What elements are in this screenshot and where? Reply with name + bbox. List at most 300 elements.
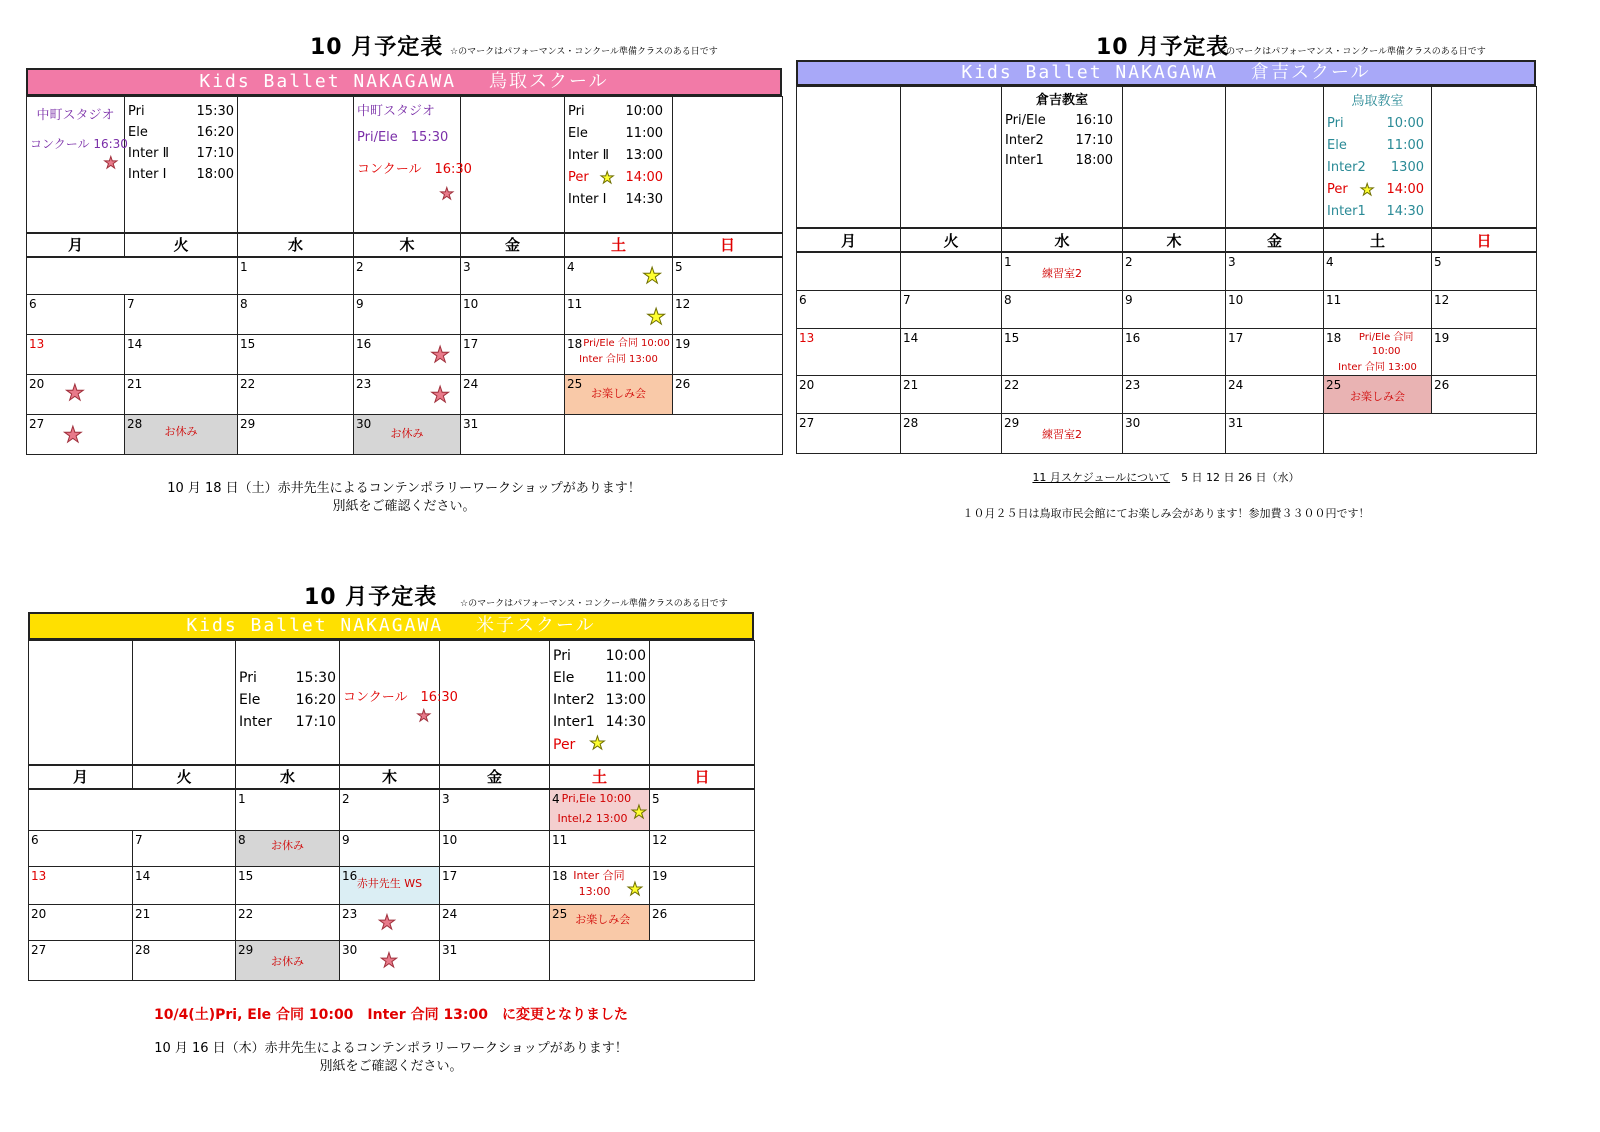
event-label: お休み xyxy=(390,427,424,440)
day-number: 9 xyxy=(342,833,350,847)
class-name: Inter Ⅰ xyxy=(128,167,167,182)
day-cell xyxy=(1002,375,1123,413)
info-cell-thu xyxy=(1123,87,1226,229)
day-cell xyxy=(797,328,901,375)
classroom-label: 倉吉教室 xyxy=(1035,93,1088,108)
weekday-fri: 金 xyxy=(461,233,565,257)
week-row xyxy=(797,375,1537,413)
day-cell xyxy=(673,375,783,415)
day-number: 20 xyxy=(29,377,45,391)
class-time: 14:30 xyxy=(605,714,646,730)
week-row xyxy=(27,375,783,415)
day-number: 15 xyxy=(238,869,254,883)
change-notice: 10/4(土)Pri, Ele 合同 10:00 Inter 合同 13:00 に変更となりました xyxy=(153,1007,629,1023)
star-icon: ★ xyxy=(1359,180,1375,199)
day-cell xyxy=(440,831,550,867)
day-number: 17 xyxy=(1228,330,1244,345)
weekday-sat: 土 xyxy=(550,765,650,789)
day-cell xyxy=(901,252,1002,290)
info-cell-mon xyxy=(27,97,128,233)
class-name: Ele xyxy=(568,126,588,141)
day-cell xyxy=(236,789,340,831)
day-number: 4 xyxy=(1326,255,1334,269)
class-times-row xyxy=(797,87,1537,229)
day-number: 25 xyxy=(1326,377,1342,392)
weekday-mon: 月 xyxy=(27,233,125,257)
day-cell xyxy=(673,295,783,335)
day-cell xyxy=(1226,375,1324,413)
event-label: 練習室2 xyxy=(1042,427,1082,441)
november-note-label: 11 月スケジュールについて xyxy=(1032,471,1171,484)
class-time: 18:00 xyxy=(196,167,234,182)
week-row xyxy=(29,831,755,867)
day-cell xyxy=(565,415,783,455)
day-number: 12 xyxy=(675,297,691,311)
star-icon: ★ xyxy=(416,706,431,725)
class-time: 11:00 xyxy=(1386,138,1424,153)
footer-note xyxy=(796,470,1536,522)
tottori-header xyxy=(26,30,782,60)
day-number: 11 xyxy=(552,833,568,847)
day-cell xyxy=(340,789,440,831)
event-label: お楽しみ会 xyxy=(591,387,646,400)
weekday-sun: 日 xyxy=(1432,228,1537,252)
see-attachment-note: 別紙をご確認ください。 xyxy=(319,1059,463,1074)
day-cell xyxy=(1002,290,1123,328)
day-number: 17 xyxy=(442,869,458,883)
day-number: 31 xyxy=(442,943,458,957)
class-name: Pri xyxy=(553,648,571,664)
event-label: Inter 合同 13:00 xyxy=(1338,361,1417,373)
day-cell xyxy=(236,941,340,981)
event-label: お楽しみ会 xyxy=(575,913,631,926)
day-number: 2 xyxy=(342,791,350,806)
class-name: Inter2 xyxy=(1327,160,1366,175)
class-time: 11:00 xyxy=(605,670,646,686)
day-number: 5 xyxy=(1434,255,1442,269)
weekday-header xyxy=(797,228,1537,252)
day-number: 3 xyxy=(463,259,471,274)
weekday-wed: 水 xyxy=(238,233,354,257)
workshop-note: 10 月 18 日（土）赤井先生によるコンテンポラリーワークショップがあります！ xyxy=(167,481,641,496)
info-cell-tue xyxy=(133,641,236,765)
week-row xyxy=(797,290,1537,328)
week-row xyxy=(27,415,783,455)
weekday-fri: 金 xyxy=(440,765,550,789)
day-cell xyxy=(340,831,440,867)
day-number: 9 xyxy=(1125,292,1133,307)
event-label: お休み xyxy=(271,839,304,852)
info-cell-sun xyxy=(673,97,783,233)
day-cell xyxy=(550,867,650,905)
page-title: 10 月予定表 xyxy=(310,35,444,60)
day-cell xyxy=(238,257,354,295)
week-row xyxy=(29,789,755,831)
day-number: 17 xyxy=(463,337,479,351)
day-number: 29 xyxy=(240,417,256,431)
tottori-schedule xyxy=(26,30,782,514)
day-number: 5 xyxy=(652,791,660,806)
day-cell xyxy=(125,295,238,335)
class-time: 15:30 xyxy=(196,104,234,119)
weekday-sun: 日 xyxy=(673,233,783,257)
day-cell xyxy=(1432,252,1537,290)
day-cell xyxy=(354,375,461,415)
day-cell xyxy=(238,415,354,455)
class-name: Inter Ⅱ xyxy=(128,146,170,161)
kurayoshi-header xyxy=(796,30,1536,60)
event-label: お休み xyxy=(164,425,198,438)
info-cell-thu xyxy=(340,641,458,765)
footer-note xyxy=(26,480,782,516)
day-number: 22 xyxy=(238,907,254,921)
page-title: 10 月予定表 xyxy=(304,585,438,610)
day-cell xyxy=(550,905,650,941)
weekday-tue: 火 xyxy=(901,228,1002,252)
day-number: 22 xyxy=(240,377,256,391)
class-time: 11:00 xyxy=(625,126,663,141)
star-icon: ★ xyxy=(65,381,85,406)
day-number: 12 xyxy=(652,833,668,847)
class-time: 1300 xyxy=(1390,160,1424,175)
event-label: 赤井先生 WS xyxy=(356,877,423,890)
day-number: 23 xyxy=(356,377,372,391)
day-number: 21 xyxy=(903,377,919,392)
day-cell xyxy=(1432,375,1537,413)
weekday-mon: 月 xyxy=(797,228,901,252)
day-number: 4 xyxy=(567,259,575,274)
star-icon: ★ xyxy=(378,910,396,934)
november-dates: 5 日 12 日 26 日（水） xyxy=(1181,471,1300,484)
star-icon: ★ xyxy=(630,801,647,823)
week-row xyxy=(29,905,755,941)
day-cell xyxy=(27,257,238,295)
day-cell xyxy=(29,789,236,831)
class-time: 13:00 xyxy=(605,692,646,708)
day-cell xyxy=(901,375,1002,413)
class-time: 10:00 xyxy=(1386,116,1424,131)
day-cell xyxy=(125,335,238,375)
day-number: 7 xyxy=(127,297,135,311)
class-time: 10:00 xyxy=(625,104,663,119)
day-cell xyxy=(461,335,565,375)
info-cell-sat xyxy=(565,97,673,233)
november-note xyxy=(796,470,1536,486)
weekday-thu: 木 xyxy=(354,233,461,257)
day-cell xyxy=(238,335,354,375)
day-number: 2 xyxy=(1125,255,1133,269)
class-time: 16:20 xyxy=(295,692,336,708)
star-icon: ★ xyxy=(599,168,615,187)
day-cell xyxy=(27,335,125,375)
day-number: 24 xyxy=(463,377,479,391)
class-name: Inter Ⅱ xyxy=(568,148,610,163)
info-cell-tue xyxy=(125,97,238,233)
weekday-mon: 月 xyxy=(29,765,133,789)
info-cell-sat xyxy=(1324,87,1432,229)
day-number: 18 xyxy=(1326,330,1342,345)
week-row xyxy=(27,295,783,335)
school-banner xyxy=(796,60,1536,86)
day-number: 24 xyxy=(1228,377,1244,392)
day-cell xyxy=(797,252,901,290)
weekday-sat: 土 xyxy=(565,233,673,257)
day-cell xyxy=(238,375,354,415)
day-number: 25 xyxy=(552,907,568,921)
day-number: 22 xyxy=(1004,377,1020,392)
day-cell xyxy=(1324,290,1432,328)
star-icon: ★ xyxy=(439,184,454,203)
info-cell-sun xyxy=(1432,87,1537,229)
week-row xyxy=(797,252,1537,290)
weekday-thu: 木 xyxy=(1123,228,1226,252)
day-number: 31 xyxy=(463,417,479,431)
see-attachment-note: 別紙をご確認ください。 xyxy=(332,499,476,514)
banner-name: Kids Ballet NAKAGAWA xyxy=(199,71,457,92)
weekday-sun: 日 xyxy=(650,765,755,789)
info-cell-wed xyxy=(1002,87,1123,229)
class-time: 14:30 xyxy=(1386,204,1424,219)
day-number: 20 xyxy=(31,907,47,921)
day-number: 31 xyxy=(1228,415,1244,430)
day-number: 19 xyxy=(1434,330,1450,345)
recital-note: １０月２５日は鳥取市民会館にてお楽しみ会があります！参加費３３００円です！ xyxy=(962,507,1370,520)
day-cell xyxy=(27,375,125,415)
day-cell xyxy=(133,941,236,981)
day-cell xyxy=(1123,290,1226,328)
yonago-header xyxy=(28,580,754,610)
day-cell xyxy=(440,941,550,981)
class-name: Ele xyxy=(1327,138,1347,153)
day-number: 6 xyxy=(31,833,39,847)
day-cell xyxy=(1002,252,1123,290)
yonago-schedule xyxy=(28,580,754,1074)
day-cell xyxy=(1123,252,1226,290)
weekday-fri: 金 xyxy=(1226,228,1324,252)
day-cell xyxy=(236,905,340,941)
footer-note xyxy=(28,1006,754,1076)
day-number: 27 xyxy=(31,943,47,957)
star-icon: ★ xyxy=(626,879,643,900)
studio-label: 中町スタジオ xyxy=(36,108,115,123)
week-row xyxy=(797,413,1537,453)
day-number: 14 xyxy=(127,337,143,351)
day-cell xyxy=(236,867,340,905)
class-name: Inter xyxy=(239,714,272,730)
day-cell xyxy=(1123,328,1226,375)
day-number: 29 xyxy=(238,943,254,957)
day-number: 11 xyxy=(1326,292,1342,307)
day-number: 13 xyxy=(799,330,815,345)
class-name: Ele xyxy=(553,670,575,686)
day-number: 6 xyxy=(799,292,807,307)
workshop-note: 10 月 16 日（木）赤井先生によるコンテンポラリーワークショップがあります！ xyxy=(154,1041,628,1056)
day-cell xyxy=(236,831,340,867)
class-time: 16:20 xyxy=(196,125,234,140)
day-cell xyxy=(29,941,133,981)
week-row xyxy=(29,941,755,981)
star-icon: ★ xyxy=(430,343,450,368)
day-number: 8 xyxy=(240,297,248,311)
class-time: 16:10 xyxy=(1075,113,1113,128)
star-icon: ★ xyxy=(646,305,666,330)
weekday-tue: 火 xyxy=(133,765,236,789)
day-cell xyxy=(354,415,461,455)
day-number: 21 xyxy=(127,377,143,391)
info-cell-tue xyxy=(901,87,1002,229)
class-name: Pri xyxy=(568,104,585,119)
class-times-row xyxy=(27,97,783,233)
day-cell xyxy=(340,905,440,941)
weekday-wed: 水 xyxy=(1002,228,1123,252)
day-number: 7 xyxy=(903,292,911,307)
day-number: 28 xyxy=(127,417,143,431)
day-number: 1 xyxy=(240,259,248,274)
event-label: 13:00 xyxy=(578,885,611,898)
weekday-thu: 木 xyxy=(340,765,440,789)
day-cell xyxy=(125,375,238,415)
day-cell xyxy=(29,831,133,867)
class-times-row xyxy=(29,641,755,765)
star-note: ☆のマークはパフォーマンス・コンクール準備クラスのある日です xyxy=(460,599,728,609)
day-number: 16 xyxy=(342,869,358,883)
day-number: 30 xyxy=(342,943,358,957)
info-cell-wed xyxy=(238,97,354,233)
day-number: 16 xyxy=(1125,330,1141,345)
day-number: 25 xyxy=(567,377,583,391)
studio-label: 中町スタジオ xyxy=(357,104,436,119)
day-number: 20 xyxy=(799,377,815,392)
banner-name: Kids Ballet NAKAGAWA xyxy=(961,62,1219,83)
class-name: Per xyxy=(568,170,589,185)
day-cell xyxy=(550,941,755,981)
day-cell xyxy=(1226,252,1324,290)
day-cell xyxy=(1226,328,1324,375)
day-number: 29 xyxy=(1004,415,1020,430)
class-name: Pri xyxy=(239,670,257,686)
kurayoshi-schedule xyxy=(796,30,1536,520)
info-cell-sat xyxy=(550,641,650,765)
page-title: 10 月予定表 xyxy=(1096,35,1230,60)
class-time: 14:30 xyxy=(625,192,663,207)
day-number: 18 xyxy=(552,869,568,883)
day-cell xyxy=(1002,328,1123,375)
info-cell-fri xyxy=(1226,87,1324,229)
day-number: 9 xyxy=(356,297,364,311)
day-cell xyxy=(673,257,783,295)
banner-school: 倉吉スクール xyxy=(1250,62,1371,83)
class-time: 10:00 xyxy=(605,648,646,664)
day-number: 11 xyxy=(567,297,583,311)
day-cell xyxy=(29,905,133,941)
day-number: 30 xyxy=(1125,415,1141,430)
star-icon: ★ xyxy=(380,948,398,972)
day-number: 15 xyxy=(1004,330,1020,345)
class-time: 14:00 xyxy=(625,170,663,185)
day-cell xyxy=(565,257,673,295)
class-name: Ele xyxy=(128,125,148,140)
day-cell xyxy=(565,375,673,415)
day-number: 5 xyxy=(675,259,683,274)
day-cell xyxy=(461,295,565,335)
day-number: 12 xyxy=(1434,292,1450,307)
star-icon: ★ xyxy=(430,383,450,408)
day-cell xyxy=(1432,290,1537,328)
info-cell-wed xyxy=(236,641,340,765)
weekday-tue: 火 xyxy=(125,233,238,257)
concours-line: コンクール 16:30 xyxy=(343,690,458,705)
class-name: Inter1 xyxy=(1005,153,1044,168)
day-cell xyxy=(565,335,673,375)
class-name: Inter2 xyxy=(553,692,595,708)
class-name: Inter Ⅰ xyxy=(568,192,607,207)
day-number: 2 xyxy=(356,259,364,274)
class-name: Pri xyxy=(1327,116,1344,131)
day-cell xyxy=(340,941,440,981)
day-cell xyxy=(1324,413,1537,453)
day-cell xyxy=(133,831,236,867)
weekday-header xyxy=(27,233,783,257)
event-label: Pri,Ele 10:00 xyxy=(561,791,632,805)
day-number: 8 xyxy=(1004,292,1012,307)
classroom-label: 鳥取教室 xyxy=(1351,94,1404,109)
day-cell xyxy=(1123,413,1226,453)
day-number: 26 xyxy=(1434,377,1450,392)
day-number: 27 xyxy=(799,415,815,430)
banner-school: 鳥取スクール xyxy=(488,71,609,92)
day-cell xyxy=(29,867,133,905)
day-number: 13 xyxy=(31,869,47,883)
class-time: 18:00 xyxy=(1075,153,1113,168)
calendar-table xyxy=(28,640,755,981)
info-cell-mon xyxy=(797,87,901,229)
day-cell xyxy=(340,867,440,905)
class-name: Inter1 xyxy=(1327,204,1366,219)
weekday-sat: 土 xyxy=(1324,228,1432,252)
day-number: 10 xyxy=(463,297,479,311)
day-cell xyxy=(650,831,755,867)
day-cell xyxy=(440,905,550,941)
day-number: 8 xyxy=(238,833,246,847)
class-name: Inter2 xyxy=(1005,133,1044,148)
class-line: Pri/Ele 15:30 xyxy=(357,130,449,145)
star-note: ☆のマークはパフォーマンス・コンクール準備クラスのある日です xyxy=(450,47,718,57)
day-number: 15 xyxy=(240,337,256,351)
concours-time: コンクール 16:30 xyxy=(30,137,128,151)
day-cell xyxy=(461,257,565,295)
day-number: 1 xyxy=(1004,255,1012,269)
day-number: 10 xyxy=(1228,292,1244,307)
class-name: Per xyxy=(553,737,576,753)
day-number: 18 xyxy=(567,337,583,351)
star-note: ☆のマークはパフォーマンス・コンクール準備クラスのある日です xyxy=(1218,47,1486,57)
calendar-table xyxy=(26,96,783,455)
day-number: 14 xyxy=(135,869,151,883)
day-number: 10 xyxy=(442,833,458,847)
class-time: 13:00 xyxy=(625,148,663,163)
day-number: 16 xyxy=(356,337,372,351)
day-cell xyxy=(650,789,755,831)
day-cell xyxy=(461,415,565,455)
day-cell xyxy=(354,295,461,335)
event-label: Inter 合同 xyxy=(573,869,625,882)
day-cell xyxy=(1324,328,1432,375)
day-cell xyxy=(133,867,236,905)
class-time: 17:10 xyxy=(295,714,336,730)
day-cell xyxy=(27,295,125,335)
class-name: Pri/Ele xyxy=(1005,113,1046,128)
class-name: Ele xyxy=(239,692,261,708)
